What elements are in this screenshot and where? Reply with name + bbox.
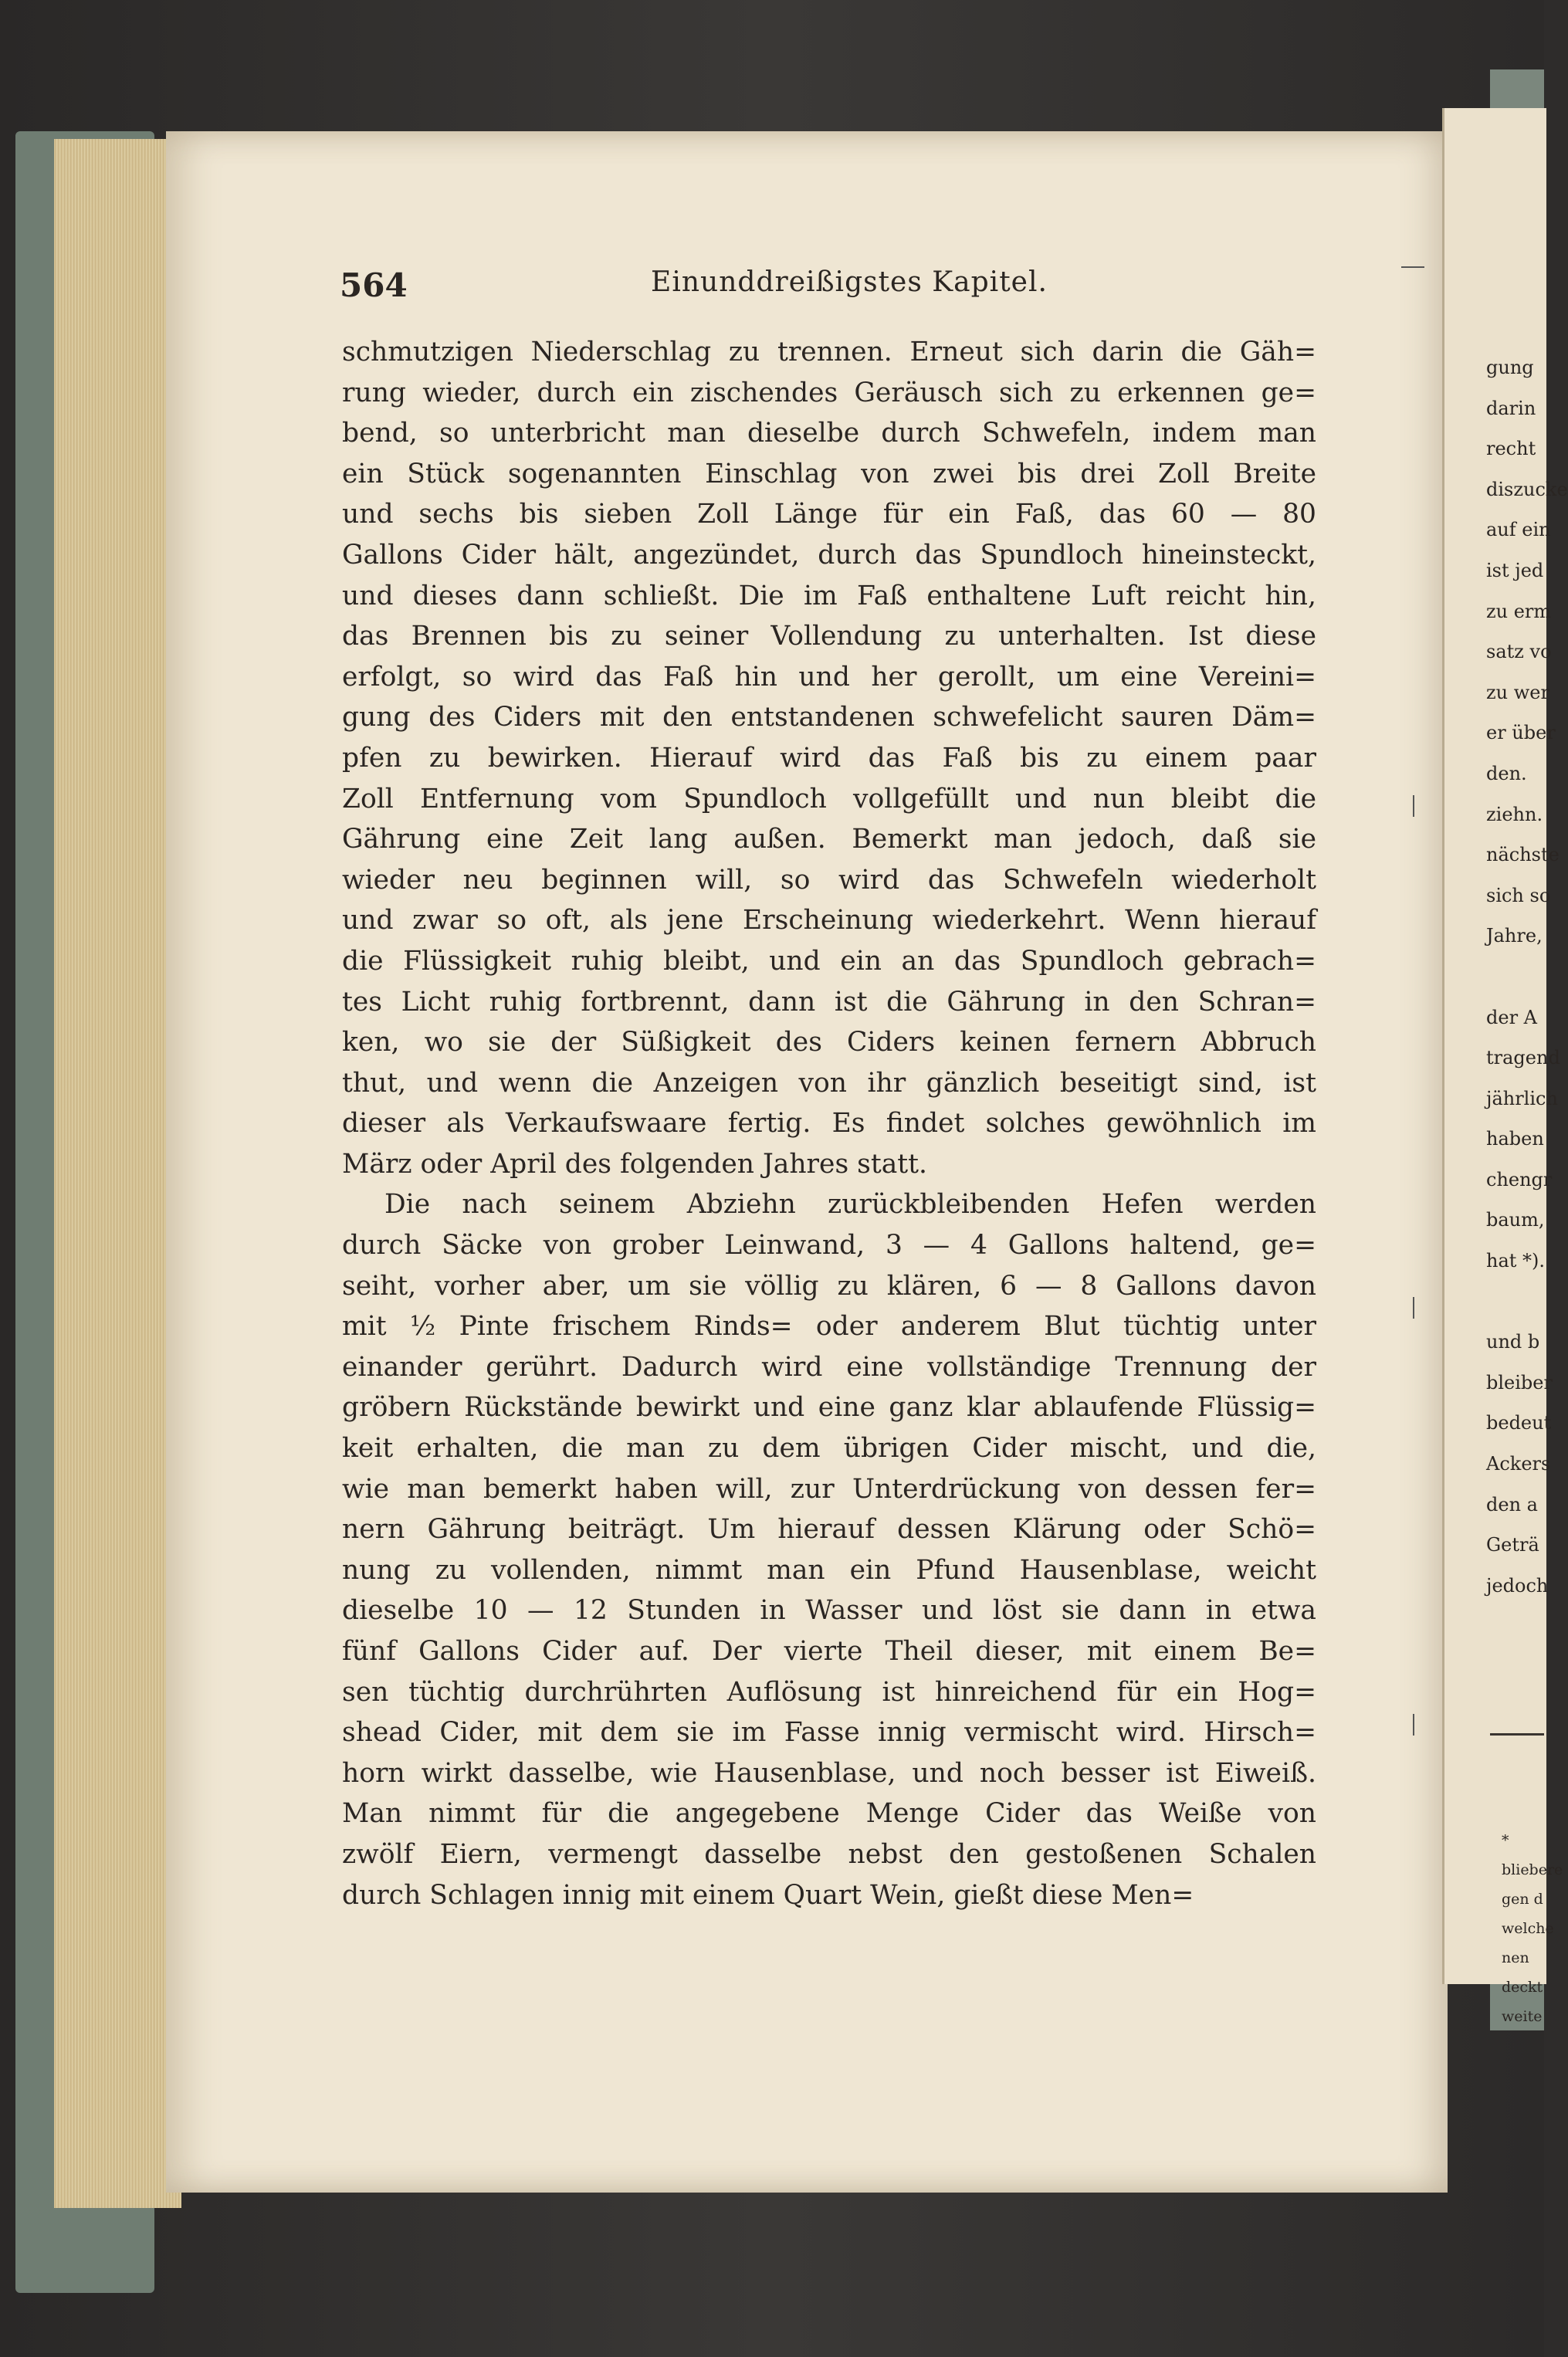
facing-page-footnote-line: weite [1502, 2008, 1543, 2025]
text-line: rung wieder, durch ein zischendes Geräusch sich zu erkennen ge= [342, 377, 1316, 408]
facing-page-line: hat *). [1486, 1250, 1546, 1272]
facing-page-line: darin [1486, 397, 1536, 419]
facing-page-line: auf ein [1486, 519, 1551, 541]
facing-page-footnote-line: deckt [1502, 1979, 1543, 1996]
text-line: dieser als Verkaufswaare fertig. Es findet solches gewöhnlich im [342, 1108, 1316, 1140]
facing-page-footnote-line: nen [1502, 1949, 1529, 1966]
facing-page-line: nächste [1486, 844, 1560, 866]
facing-page-line: sich so [1486, 884, 1551, 906]
text-line: gröbern Rückstände bewirkt und eine ganz klar ablaufende Flüssig= [342, 1392, 1316, 1424]
facing-page-line: diszucke [1486, 478, 1568, 500]
facing-page-footnote-line: gen d [1502, 1891, 1543, 1908]
facing-page-line: er über [1486, 722, 1556, 744]
text-line: ken, wo sie der Süßigkeit des Ciders keinen fernern Abbruch [342, 1027, 1316, 1058]
facing-page-line: gung [1486, 357, 1534, 378]
text-line: Man nimmt für die angegebene Menge Cider das Weiße von [342, 1798, 1316, 1830]
facing-page-line: recht [1486, 438, 1536, 460]
text-line: Gährung eine Zeit lang außen. Bemerkt man jedoch, daß sie [342, 824, 1316, 855]
text-line: fünf Gallons Cider auf. Der vierte Theil dieser, mit einem Be= [342, 1636, 1316, 1667]
text-line: durch Säcke von grober Leinwand, 3 — 4 Gallons haltend, ge= [342, 1230, 1316, 1261]
text-line: Gallons Cider hält, angezündet, durch das Spundloch hineinsteckt, [342, 539, 1316, 571]
facing-page-line: baum, [1486, 1209, 1545, 1231]
text-line: thut, und wenn die Anzeigen von ihr gänzlich beseitigt sind, ist [342, 1067, 1316, 1099]
facing-page-footnote-line: welche [1502, 1920, 1554, 1937]
facing-page-line: zu wer [1486, 681, 1549, 703]
facing-page-line: den. [1486, 762, 1527, 784]
header-rule [1401, 266, 1424, 268]
running-title: Einunddreißigstes Kapitel. [651, 266, 1048, 298]
facing-page-line: und b [1486, 1331, 1540, 1353]
facing-page-footnote-line: bliebere [1502, 1861, 1563, 1878]
text-line: erfolgt, so wird das Faß hin und her gerollt, um eine Vereini= [342, 661, 1316, 693]
text-line: pfen zu bewirken. Hierauf wird das Faß bis zu einem paar [342, 742, 1316, 774]
text-line: Die nach seinem Abziehn zurückbleibenden Hefen werden [384, 1189, 1316, 1221]
facing-page-footnotes [1502, 1826, 1563, 2031]
text-line: horn wirkt dasselbe, wie Hausenblase, und noch besser ist Eiweiß. [342, 1757, 1316, 1789]
text-line: wie man bemerkt haben will, zur Unterdrückung von dessen fer= [342, 1473, 1316, 1505]
text-line: sen tüchtig durchrührten Auflösung ist hinreichend für ein Hog= [342, 1676, 1316, 1708]
text-line: die Flüssigkeit ruhig bleibt, und ein an das Spundloch gebrach= [342, 945, 1316, 977]
facing-page-line: Geträ [1486, 1534, 1539, 1556]
text-line: das Brennen bis zu seiner Vollendung zu unterhalten. Ist diese [342, 621, 1316, 652]
text-line: dieselbe 10 — 12 Stunden in Wasser und löst sie dann in etwa [342, 1595, 1316, 1627]
margin-mark [1413, 1297, 1414, 1319]
text-line: März oder April des folgenden Jahres statt. [342, 1148, 927, 1180]
page-number: 564 [340, 266, 408, 304]
facing-page-footnote-line: * [1502, 1832, 1509, 1849]
facing-page-line: satz vo [1486, 641, 1552, 663]
facing-page-line: Ackers [1486, 1453, 1551, 1475]
text-line: bend, so unterbricht man dieselbe durch Schwefeln, indem man [342, 418, 1316, 449]
text-line: Zoll Entfernung vom Spundloch vollgefüllt und nun bleibt die [342, 783, 1316, 814]
facing-page-line: haben [1486, 1128, 1544, 1150]
body-text [342, 332, 1316, 1915]
text-line: und dieses dann schließt. Die im Faß enthaltene Luft reicht hin, [342, 580, 1316, 611]
text-line: gung des Ciders mit den entstandenen schwefelicht sauren Däm= [342, 702, 1316, 733]
text-line: tes Licht ruhig fortbrennt, dann ist die Gährung in den Schran= [342, 986, 1316, 1018]
facing-page-line: zu erm [1486, 600, 1552, 622]
facing-page-footnote-rule [1490, 1733, 1544, 1736]
text-line: shead Cider, mit dem sie im Fasse innig vermischt wird. Hirsch= [342, 1717, 1316, 1749]
facing-page-line: bleiber [1486, 1371, 1553, 1394]
text-line: und zwar so oft, als jene Erscheinung wiederkehrt. Wenn hierauf [342, 905, 1316, 936]
facing-page-line: jährlich [1486, 1087, 1558, 1109]
text-line: schmutzigen Niederschlag zu trennen. Erneut sich darin die Gäh= [342, 337, 1316, 367]
text-line: zwölf Eiern, vermengt dasselbe nebst den gestoßenen Schalen [342, 1838, 1316, 1870]
facing-page-line: ist jed [1486, 559, 1544, 581]
text-line: durch Schlagen innig mit einem Quart Wein, gießt diese Men= [342, 1879, 1194, 1911]
margin-mark [1413, 1714, 1414, 1736]
facing-page-line: der A [1486, 1006, 1537, 1028]
page-header [340, 266, 1320, 305]
facing-page-line: ziehn. [1486, 803, 1543, 825]
text-line: einander gerührt. Dadurch wird eine vollständige Trennung der [342, 1351, 1316, 1383]
text-line: nung zu vollenden, nimmt man ein Pfund Hausenblase, weicht [342, 1554, 1316, 1586]
facing-page-line: jedoch [1486, 1574, 1549, 1597]
facing-page-line [1486, 957, 1544, 997]
facing-page-line: bedeut [1486, 1412, 1552, 1434]
facing-page-line: den a [1486, 1493, 1538, 1515]
text-line: und sechs bis sieben Zoll Länge für ein Faß, das 60 — 80 [342, 499, 1316, 530]
page-edges [54, 139, 181, 2208]
text-line: seiht, vorher aber, um sie völlig zu klären, 6 — 8 Gallons davon [342, 1270, 1316, 1302]
text-line: ein Stück sogenannten Einschlag von zwei bis drei Zoll Breite [342, 458, 1316, 489]
text-line: keit erhalten, die man zu dem übrigen Cider mischt, und die, [342, 1433, 1316, 1465]
facing-page-line: chengr [1486, 1168, 1553, 1190]
facing-page-text [1486, 347, 1568, 1606]
margin-mark [1413, 795, 1414, 817]
text-line: mit ½ Pinte frischem Rinds= oder anderem Blut tüchtig unter [342, 1311, 1316, 1343]
text-line: wieder neu beginnen will, so wird das Schwefeln wiederholt [342, 864, 1316, 896]
facing-page-line: Jahre, [1486, 925, 1543, 947]
facing-page-line: tragend [1486, 1047, 1560, 1069]
facing-page-line [1486, 1282, 1544, 1322]
text-line: nern Gährung beiträgt. Um hierauf dessen Klärung oder Schö= [342, 1514, 1316, 1546]
